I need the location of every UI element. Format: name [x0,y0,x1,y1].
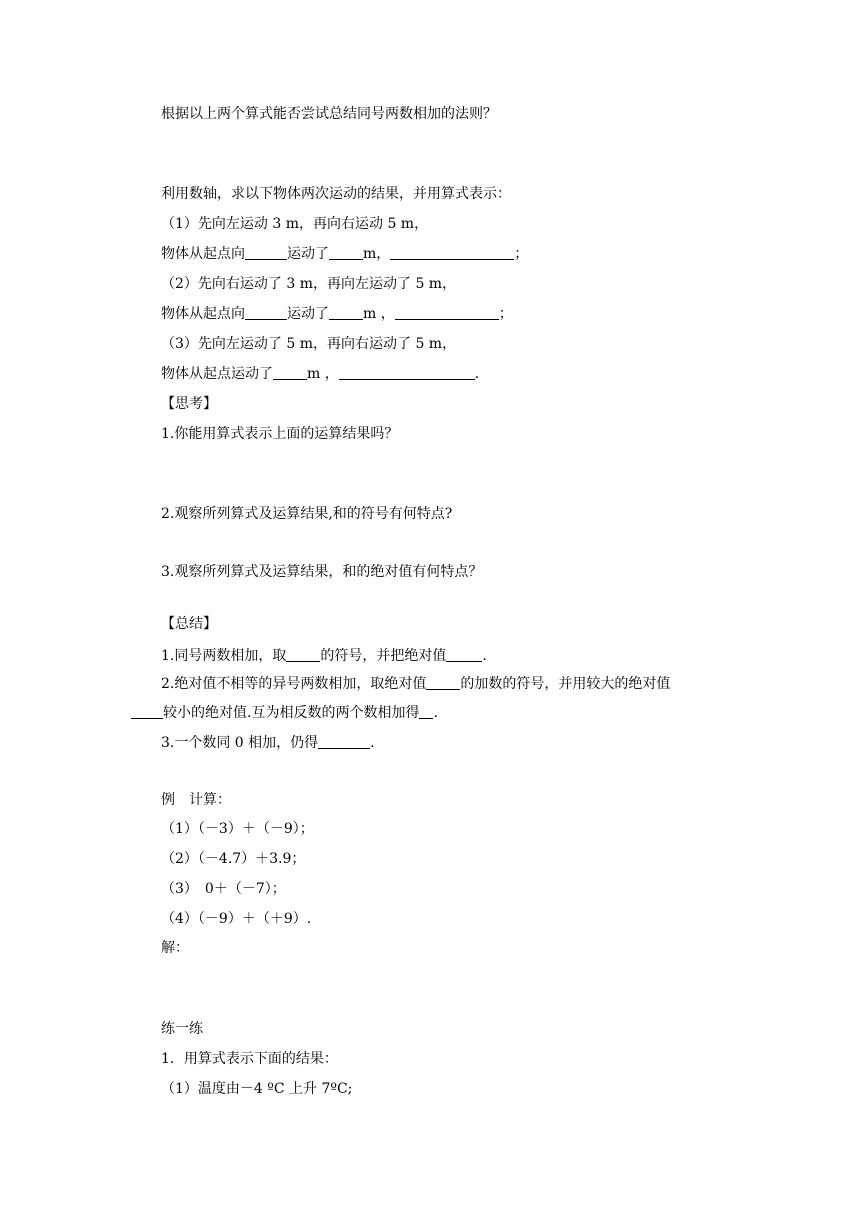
text: m， [363,246,391,262]
summary-rule-3 [161,733,375,753]
text: . [370,735,375,751]
numberline-question-2: （2）先向右运动了 3 m，再向左运动了 5 m， [161,276,457,292]
text: m ， [363,306,395,322]
text: 物体从起点向 [161,246,245,262]
blank-expression[interactable] [339,365,475,380]
text: . [482,648,487,664]
blank-rule-3[interactable] [318,734,370,749]
example-item: （1）（－3）＋（－9）； [161,821,314,837]
text: 物体从起点运动了 [161,366,273,382]
example-heading: 例 计算： [161,792,231,808]
blank-distance[interactable] [329,245,363,260]
blank-distance[interactable] [273,365,307,380]
numberline-instruction: 利用数轴，求以下物体两次运动的结果，并用算式表示： [161,186,511,202]
blank-rule-2a[interactable] [426,675,460,690]
blank-rule-2b[interactable] [131,704,163,719]
text: m ， [307,366,339,382]
summary-rule-1 [161,646,487,666]
numberline-answer-line-2 [161,304,513,324]
blank-rule-1a[interactable] [286,647,320,662]
blank-expression[interactable] [395,305,499,320]
think-question-3: 3.观察所列算式及运算结果，和的绝对值有何特点？ [161,564,483,580]
summary-heading: 【总结】 [161,616,217,632]
text: . [433,705,438,721]
numberline-answer-line-1 [161,244,528,264]
blank-rule-1b[interactable] [446,647,482,662]
example-item: （2）（－4.7）＋3.9； [161,851,306,867]
text: 运动了 [287,306,329,322]
practice-question-1: 1．用算式表示下面的结果： [161,1051,338,1067]
text: 较小的绝对值.互为相反数的两个数相加得 [163,705,420,721]
numberline-question-3: （3）先向左运动了 5 m，再向右运动了 5 m， [161,336,457,352]
practice-question-1-1: （1）温度由－4 ºC 上升 7ºC; [161,1081,353,1097]
text: 2.绝对值不相等的异号两数相加，取绝对值 [161,676,427,692]
blank-direction[interactable] [245,245,287,260]
text: ； [514,246,529,262]
text: . [474,366,480,382]
blank-expression[interactable] [390,245,514,260]
numberline-question-1: （1）先向左运动 3 m，再向右运动 5 m， [161,216,429,232]
summary-rule-2-cont [131,703,438,723]
think-question-2: 2.观察所列算式及运算结果,和的符号有何特点? [161,506,453,522]
think-heading: 【思考】 [161,396,217,412]
numberline-answer-line-3 [161,364,479,384]
blank-direction[interactable] [245,305,287,320]
text: 物体从起点向 [161,306,245,322]
blank-rule-2c[interactable] [419,704,433,719]
example-item: （4）（－9）＋（＋9）. [161,911,312,927]
text: 3.一个数同 0 相加，仍得 [161,735,319,751]
text: 的加数的符号，并用较大的绝对值 [460,676,671,692]
text: 运动了 [287,246,329,262]
practice-heading: 练一练 [161,1021,203,1037]
text: 1.同号两数相加，取 [161,648,287,664]
solution-label: 解： [161,940,189,956]
blank-distance[interactable] [329,305,363,320]
example-item: （3） 0＋（－7）； [161,881,286,897]
think-question-1: 1.你能用算式表示上面的运算结果吗？ [161,426,399,442]
intro-question: 根据以上两个算式能否尝试总结同号两数相加的法则？ [161,106,497,122]
text: ； [498,306,513,322]
text: 的符号，并把绝对值 [320,648,447,664]
summary-rule-2 [161,674,670,694]
